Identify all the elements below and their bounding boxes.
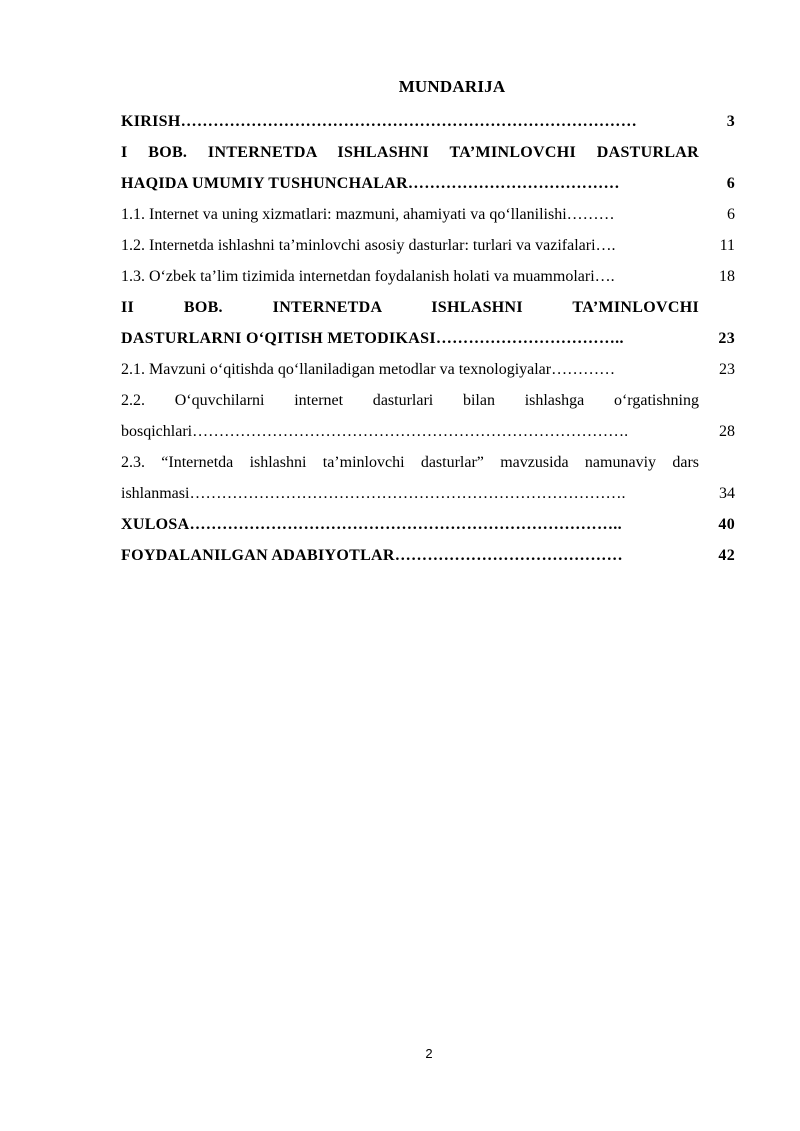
toc-entry-1-2[interactable] [121, 230, 735, 261]
toc-page-number: 11 [719, 237, 735, 254]
toc-entry-text: KIRISH………………………………………………………………………… [121, 113, 637, 130]
toc-entry-bob1[interactable] [121, 168, 735, 199]
toc-page-number: 23 [718, 330, 735, 347]
toc-entry-text: 1.3. O‘zbek ta’lim tizimida internetdan foydalanish holati va muammolari…. [121, 268, 615, 285]
toc-page-number: 34 [719, 485, 735, 502]
toc-entry-text: 2.1. Mavzuni o‘qitishda qo‘llaniladigan metodlar va texnologiyalar………… [121, 361, 616, 378]
toc-entry-bob2[interactable] [121, 323, 735, 354]
toc-entry-text: ishlanmasi………………………………………………………………………. [121, 485, 626, 502]
toc-entry-1-1[interactable] [121, 199, 735, 230]
toc-page-number: 28 [719, 423, 735, 440]
toc-page-number: 40 [718, 516, 735, 533]
toc-entry-text: XULOSA…………………………………………………………………….. [121, 516, 622, 533]
toc-entry-text: DASTURLARNI O‘QITISH METODIKASI…………………………….. [121, 330, 624, 347]
toc-entry-text: HAQIDA UMUMIY TUSHUNCHALAR………………………………… [121, 175, 620, 192]
toc-page-number: 6 [727, 206, 735, 223]
toc-entry-adabiyotlar[interactable] [121, 540, 735, 571]
page-title: MUNDARIJA [398, 77, 506, 96]
toc-entry-xulosa[interactable] [121, 509, 735, 540]
toc-entry-2-2[interactable] [121, 416, 735, 447]
toc-entry-bob1-heading[interactable] [121, 137, 735, 168]
toc-entry-2-1[interactable] [121, 354, 735, 385]
toc-entry-text: II BOB. INTERNETDA ISHLASHNI TA’MINLOVCHI [121, 299, 699, 316]
toc-entry-text: bosqichlari………………………………………………………………………. [121, 423, 629, 440]
toc-page-number: 3 [726, 113, 735, 130]
toc-entry-2-3-heading[interactable] [121, 447, 735, 478]
toc-entry-1-3[interactable] [121, 261, 735, 292]
toc-page-number: 6 [726, 175, 735, 192]
toc-entry-bob2-heading[interactable] [121, 292, 735, 323]
toc-entry-2-2-heading[interactable] [121, 385, 735, 416]
toc-entry-text: 1.1. Internet va uning xizmatlari: mazmuni, ahamiyati va qo‘llanilishi……… [121, 206, 615, 223]
toc-entry-text: 2.3. “Internetda ishlashni ta’minlovchi dasturlar” mavzusida namunaviy dars [121, 454, 699, 471]
toc-entry-text: FOYDALANILGAN ADABIYOTLAR…………………………………… [121, 547, 623, 564]
toc-entry-2-3[interactable] [121, 478, 735, 509]
table-of-contents [121, 106, 735, 571]
toc-page-number: 42 [718, 547, 735, 564]
page-number: 2 [425, 1046, 433, 1061]
toc-page-number: 18 [719, 268, 735, 285]
toc-entry-text: I BOB. INTERNETDA ISHLASHNI TA’MINLOVCHI DASTURLAR [121, 144, 699, 161]
toc-page-number: 23 [719, 361, 735, 378]
toc-entry-text: 2.2. O‘quvchilarni internet dasturlari bilan ishlashga o‘rgatishning [121, 392, 699, 409]
toc-entry-text: 1.2. Internetda ishlashni ta’minlovchi asosiy dasturlar: turlari va vazifalari…. [121, 237, 616, 254]
toc-entry-kirish[interactable] [121, 106, 735, 137]
